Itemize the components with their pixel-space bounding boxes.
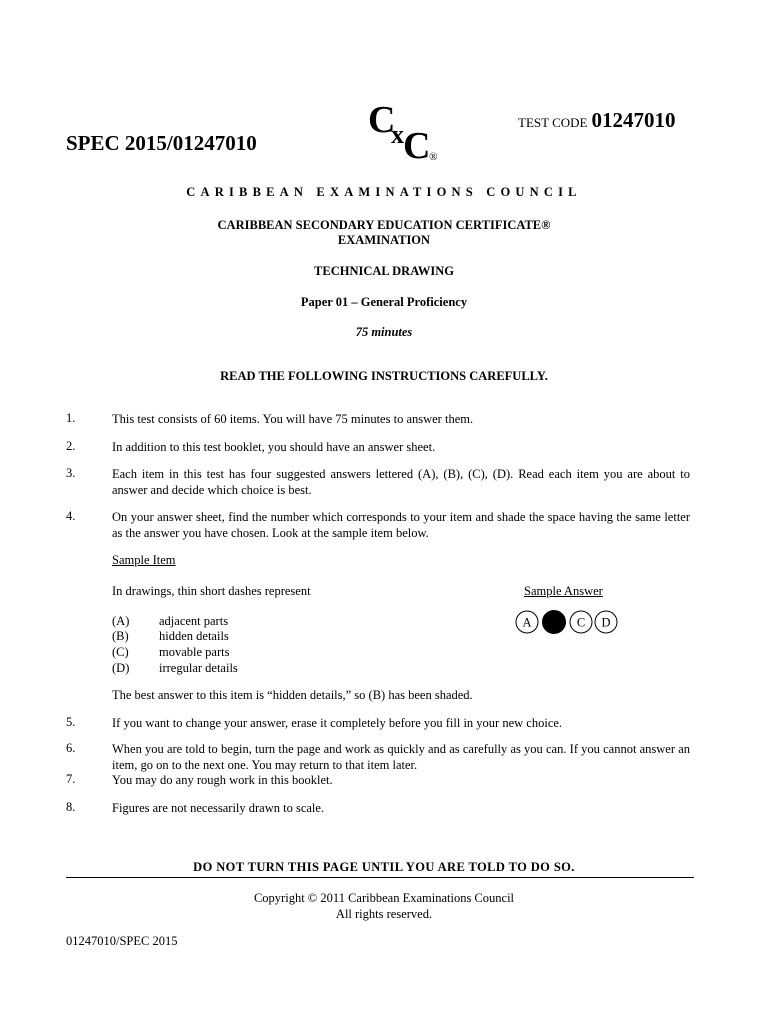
subject-title: TECHNICAL DRAWING	[314, 264, 454, 278]
instruction-text: Figures are not necessarily drawn to scale.	[112, 801, 325, 815]
sample-explanation: The best answer to this item is “hidden details,” so (B) has been shaded.	[112, 688, 473, 702]
sample-item-title: Sample Item	[112, 553, 176, 567]
instruction-number: 1.	[66, 411, 76, 425]
sample-answer-label: Sample Answer	[524, 584, 603, 598]
divider-rule	[66, 877, 694, 878]
instruction-number: 4.	[66, 509, 76, 523]
test-code	[518, 108, 675, 133]
instruction-number: 2.	[66, 439, 76, 453]
certificate-title-line2: EXAMINATION	[337, 233, 431, 247]
option-text: irregular details	[159, 661, 238, 675]
svg-text:x: x	[391, 120, 404, 149]
sample-answer-bubbles	[514, 609, 624, 635]
answer-bubble-d	[595, 611, 617, 633]
copyright-line: Copyright © 2011 Caribbean Examinations Council	[253, 891, 515, 905]
instruction-text: If you want to change your answer, erase it completely before you fill in your new choice.	[112, 716, 563, 730]
instruction-text: You may do any rough work in this booklet.	[112, 773, 333, 787]
option-text: adjacent parts	[159, 614, 229, 628]
svg-text:D: D	[601, 615, 611, 630]
test-code-value: 01247010	[591, 108, 676, 132]
svg-text:®: ®	[429, 151, 438, 163]
answer-bubble-a	[516, 611, 538, 633]
footer-code: 01247010/SPEC 2015	[66, 934, 178, 948]
instruction-number: 3.	[66, 466, 76, 480]
option-letter: (A)	[112, 614, 130, 628]
spec-code: SPEC 2015/01247010	[66, 131, 257, 155]
sample-question: In drawings, thin short dashes represent	[112, 584, 311, 598]
rights-reserved-line: All rights reserved.	[335, 907, 433, 921]
cxc-logo	[365, 98, 445, 170]
svg-text:C: C	[368, 99, 396, 141]
instruction-number: 5.	[66, 715, 76, 729]
option-letter: (D)	[112, 661, 130, 675]
do-not-turn-notice: DO NOT TURN THIS PAGE UNTIL YOU ARE TOLD TO DO SO.	[193, 860, 575, 874]
certificate-title: CARIBBEAN SECONDARY EDUCATION CERTIFICATE®	[217, 218, 551, 232]
option-letter: (B)	[112, 629, 129, 643]
svg-text:C: C	[576, 615, 586, 630]
instruction-number: 8.	[66, 800, 76, 814]
instruction-text: When you are told to begin, turn the page and work as quickly and as carefully as you can. If you cannot answer an item, go on to the next one. You may return to that item later.	[112, 742, 690, 772]
answer-bubble-b-shaded	[543, 611, 566, 634]
test-code-label: TEST CODE	[518, 115, 588, 130]
instruction-number: 6.	[66, 741, 76, 755]
answer-bubble-c	[570, 611, 592, 633]
svg-text:A: A	[522, 615, 532, 630]
instruction-text: On your answer sheet, find the number which corresponds to your item and shade the space having the same letter as the answer you have chosen. Look at the sample item below.	[112, 510, 690, 540]
duration: 75 minutes	[355, 325, 413, 339]
option-text: hidden details	[159, 629, 229, 643]
instruction-text: Each item in this test has four suggested answers lettered (A), (B), (C), (D). Read each item you are about to answer and decide which choice is best.	[112, 467, 690, 497]
paper-title: Paper 01 – General Proficiency	[300, 295, 468, 309]
svg-text:C: C	[403, 125, 431, 167]
option-text: movable parts	[159, 645, 230, 659]
instruction-text: In addition to this test booklet, you should have an answer sheet.	[112, 440, 436, 454]
instruction-number: 7.	[66, 772, 76, 786]
council-name: CARIBBEAN EXAMINATIONS COUNCIL	[186, 185, 582, 199]
option-letter: (C)	[112, 645, 129, 659]
instruction-text: This test consists of 60 items. You will have 75 minutes to answer them.	[112, 412, 474, 426]
read-instructions-heading: READ THE FOLLOWING INSTRUCTIONS CAREFULLY.	[220, 369, 548, 383]
